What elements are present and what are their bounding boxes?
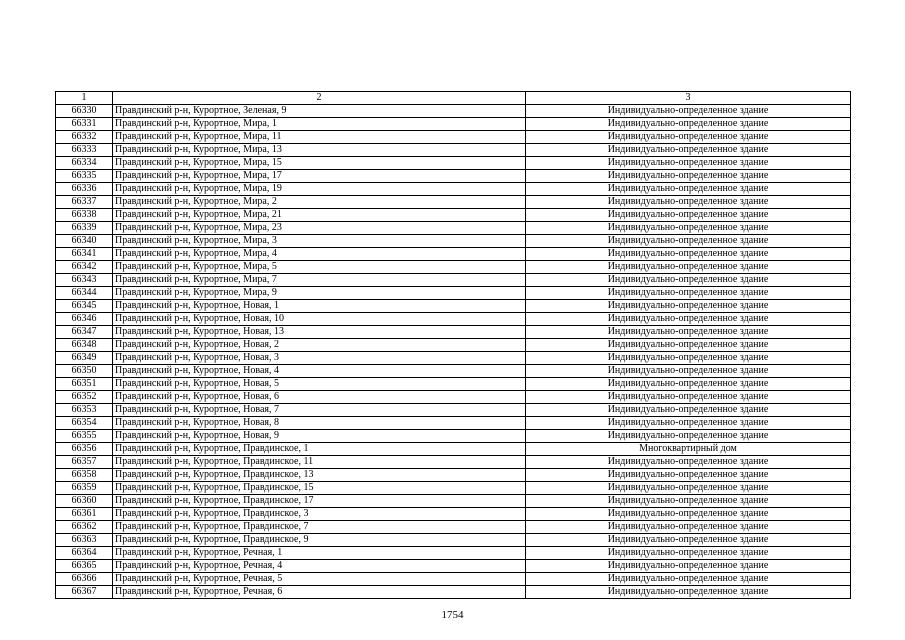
address-cell: Правдинский р-н, Курортное, Речная, 6	[113, 586, 526, 599]
table-row	[56, 417, 851, 430]
data-table	[55, 91, 851, 599]
record-number-cell: 66332	[56, 131, 113, 144]
table-row	[56, 326, 851, 339]
object-type-cell: Индивидуально-определенное здание	[526, 326, 851, 339]
table-row	[56, 456, 851, 469]
table-row	[56, 521, 851, 534]
address-cell: Правдинский р-н, Курортное, Мира, 13	[113, 144, 526, 157]
record-number-cell: 66344	[56, 287, 113, 300]
record-number-cell: 66358	[56, 469, 113, 482]
object-type-cell: Индивидуально-определенное здание	[526, 469, 851, 482]
record-number-cell: 66338	[56, 209, 113, 222]
table-row	[56, 339, 851, 352]
object-type-cell: Индивидуально-определенное здание	[526, 482, 851, 495]
table-row	[56, 508, 851, 521]
address-cell: Правдинский р-н, Курортное, Мира, 5	[113, 261, 526, 274]
address-cell: Правдинский р-н, Курортное, Новая, 8	[113, 417, 526, 430]
table-row	[56, 183, 851, 196]
record-number-cell: 66352	[56, 391, 113, 404]
address-cell: Правдинский р-н, Курортное, Новая, 1	[113, 300, 526, 313]
record-number-cell: 66349	[56, 352, 113, 365]
object-type-cell: Индивидуально-определенное здание	[526, 274, 851, 287]
table-row	[56, 573, 851, 586]
address-cell: Правдинский р-н, Курортное, Правдинское, 7	[113, 521, 526, 534]
table-row	[56, 222, 851, 235]
address-cell: Правдинский р-н, Курортное, Речная, 4	[113, 560, 526, 573]
address-cell: Правдинский р-н, Курортное, Мира, 3	[113, 235, 526, 248]
address-cell: Правдинский р-н, Курортное, Новая, 3	[113, 352, 526, 365]
object-type-cell: Индивидуально-определенное здание	[526, 352, 851, 365]
address-cell: Правдинский р-н, Курортное, Новая, 10	[113, 313, 526, 326]
record-number-cell: 66335	[56, 170, 113, 183]
object-type-cell: Индивидуально-определенное здание	[526, 417, 851, 430]
address-cell: Правдинский р-н, Курортное, Мира, 7	[113, 274, 526, 287]
object-type-cell: Индивидуально-определенное здание	[526, 560, 851, 573]
table-row	[56, 287, 851, 300]
object-type-cell: Индивидуально-определенное здание	[526, 183, 851, 196]
column-header-1: 1	[56, 92, 113, 105]
record-number-cell: 66334	[56, 157, 113, 170]
record-number-cell: 66330	[56, 105, 113, 118]
address-cell: Правдинский р-н, Курортное, Мира, 2	[113, 196, 526, 209]
object-type-cell: Многоквартирный дом	[526, 443, 851, 456]
object-type-cell: Индивидуально-определенное здание	[526, 508, 851, 521]
address-cell: Правдинский р-н, Курортное, Мира, 23	[113, 222, 526, 235]
object-type-cell: Индивидуально-определенное здание	[526, 300, 851, 313]
table-row	[56, 105, 851, 118]
table-body	[56, 105, 851, 599]
address-cell: Правдинский р-н, Курортное, Мира, 15	[113, 157, 526, 170]
table-row	[56, 534, 851, 547]
address-cell: Правдинский р-н, Курортное, Мира, 21	[113, 209, 526, 222]
table-row	[56, 235, 851, 248]
table-row	[56, 495, 851, 508]
record-number-cell: 66339	[56, 222, 113, 235]
address-cell: Правдинский р-н, Курортное, Мира, 19	[113, 183, 526, 196]
table-row	[56, 352, 851, 365]
table-row	[56, 547, 851, 560]
table-row	[56, 378, 851, 391]
record-number-cell: 66362	[56, 521, 113, 534]
record-number-cell: 66333	[56, 144, 113, 157]
table-row	[56, 469, 851, 482]
table-row	[56, 586, 851, 599]
address-cell: Правдинский р-н, Курортное, Речная, 1	[113, 547, 526, 560]
table-row	[56, 209, 851, 222]
object-type-cell: Индивидуально-определенное здание	[526, 287, 851, 300]
object-type-cell: Индивидуально-определенное здание	[526, 378, 851, 391]
object-type-cell: Индивидуально-определенное здание	[526, 144, 851, 157]
record-number-cell: 66342	[56, 261, 113, 274]
object-type-cell: Индивидуально-определенное здание	[526, 404, 851, 417]
record-number-cell: 66343	[56, 274, 113, 287]
address-cell: Правдинский р-н, Курортное, Новая, 7	[113, 404, 526, 417]
object-type-cell: Индивидуально-определенное здание	[526, 495, 851, 508]
record-number-cell: 66350	[56, 365, 113, 378]
object-type-cell: Индивидуально-определенное здание	[526, 209, 851, 222]
record-number-cell: 66360	[56, 495, 113, 508]
object-type-cell: Индивидуально-определенное здание	[526, 196, 851, 209]
record-number-cell: 66367	[56, 586, 113, 599]
table-row	[56, 261, 851, 274]
table-row	[56, 170, 851, 183]
record-number-cell: 66365	[56, 560, 113, 573]
record-number-cell: 66347	[56, 326, 113, 339]
object-type-cell: Индивидуально-определенное здание	[526, 131, 851, 144]
object-type-cell: Индивидуально-определенное здание	[526, 456, 851, 469]
address-cell: Правдинский р-н, Курортное, Новая, 6	[113, 391, 526, 404]
table-row	[56, 300, 851, 313]
object-type-cell: Индивидуально-определенное здание	[526, 105, 851, 118]
object-type-cell: Индивидуально-определенное здание	[526, 170, 851, 183]
record-number-cell: 66351	[56, 378, 113, 391]
address-cell: Правдинский р-н, Курортное, Новая, 4	[113, 365, 526, 378]
record-number-cell: 66345	[56, 300, 113, 313]
address-cell: Правдинский р-н, Курортное, Зеленая, 9	[113, 105, 526, 118]
object-type-cell: Индивидуально-определенное здание	[526, 157, 851, 170]
address-cell: Правдинский р-н, Курортное, Новая, 2	[113, 339, 526, 352]
record-number-cell: 66346	[56, 313, 113, 326]
address-cell: Правдинский р-н, Курортное, Мира, 9	[113, 287, 526, 300]
table-row	[56, 248, 851, 261]
record-number-cell: 66354	[56, 417, 113, 430]
table-row	[56, 443, 851, 456]
address-cell: Правдинский р-н, Курортное, Новая, 5	[113, 378, 526, 391]
address-cell: Правдинский р-н, Курортное, Правдинское, 1	[113, 443, 526, 456]
record-number-cell: 66337	[56, 196, 113, 209]
address-cell: Правдинский р-н, Курортное, Мира, 4	[113, 248, 526, 261]
table-row	[56, 157, 851, 170]
address-cell: Правдинский р-н, Курортное, Правдинское, 3	[113, 508, 526, 521]
object-type-cell: Индивидуально-определенное здание	[526, 521, 851, 534]
object-type-cell: Индивидуально-определенное здание	[526, 222, 851, 235]
object-type-cell: Индивидуально-определенное здание	[526, 573, 851, 586]
record-number-cell: 66340	[56, 235, 113, 248]
table-row	[56, 365, 851, 378]
table-row	[56, 131, 851, 144]
object-type-cell: Индивидуально-определенное здание	[526, 547, 851, 560]
address-cell: Правдинский р-н, Курортное, Мира, 11	[113, 131, 526, 144]
object-type-cell: Индивидуально-определенное здание	[526, 339, 851, 352]
table-row	[56, 196, 851, 209]
address-cell: Правдинский р-н, Курортное, Новая, 9	[113, 430, 526, 443]
object-type-cell: Индивидуально-определенное здание	[526, 118, 851, 131]
object-type-cell: Индивидуально-определенное здание	[526, 586, 851, 599]
address-cell: Правдинский р-н, Курортное, Правдинское, 13	[113, 469, 526, 482]
record-number-cell: 66341	[56, 248, 113, 261]
address-cell: Правдинский р-н, Курортное, Мира, 17	[113, 170, 526, 183]
record-number-cell: 66331	[56, 118, 113, 131]
address-cell: Правдинский р-н, Курортное, Речная, 5	[113, 573, 526, 586]
record-number-cell: 66364	[56, 547, 113, 560]
table-row	[56, 313, 851, 326]
table-row	[56, 482, 851, 495]
table-row	[56, 560, 851, 573]
address-cell: Правдинский р-н, Курортное, Мира, 1	[113, 118, 526, 131]
record-number-cell: 66363	[56, 534, 113, 547]
page-number: 1754	[441, 609, 464, 621]
record-number-cell: 66355	[56, 430, 113, 443]
record-number-cell: 66356	[56, 443, 113, 456]
record-number-cell: 66353	[56, 404, 113, 417]
column-header-3: 3	[526, 92, 851, 105]
object-type-cell: Индивидуально-определенное здание	[526, 261, 851, 274]
address-cell: Правдинский р-н, Курортное, Правдинское, 17	[113, 495, 526, 508]
record-number-cell: 66366	[56, 573, 113, 586]
record-number-cell: 66336	[56, 183, 113, 196]
object-type-cell: Индивидуально-определенное здание	[526, 248, 851, 261]
object-type-cell: Индивидуально-определенное здание	[526, 391, 851, 404]
object-type-cell: Индивидуально-определенное здание	[526, 313, 851, 326]
record-number-cell: 66361	[56, 508, 113, 521]
table-row	[56, 391, 851, 404]
record-number-cell: 66357	[56, 456, 113, 469]
object-type-cell: Индивидуально-определенное здание	[526, 430, 851, 443]
address-cell: Правдинский р-н, Курортное, Новая, 13	[113, 326, 526, 339]
table-row	[56, 118, 851, 131]
object-type-cell: Индивидуально-определенное здание	[526, 365, 851, 378]
record-number-cell: 66359	[56, 482, 113, 495]
table-row	[56, 430, 851, 443]
address-cell: Правдинский р-н, Курортное, Правдинское, 15	[113, 482, 526, 495]
record-number-cell: 66348	[56, 339, 113, 352]
table-row	[56, 404, 851, 417]
table-header-row	[56, 92, 851, 105]
table-row	[56, 274, 851, 287]
column-header-2: 2	[113, 92, 526, 105]
address-cell: Правдинский р-н, Курортное, Правдинское, 11	[113, 456, 526, 469]
object-type-cell: Индивидуально-определенное здание	[526, 235, 851, 248]
address-cell: Правдинский р-н, Курортное, Правдинское, 9	[113, 534, 526, 547]
object-type-cell: Индивидуально-определенное здание	[526, 534, 851, 547]
table-row	[56, 144, 851, 157]
